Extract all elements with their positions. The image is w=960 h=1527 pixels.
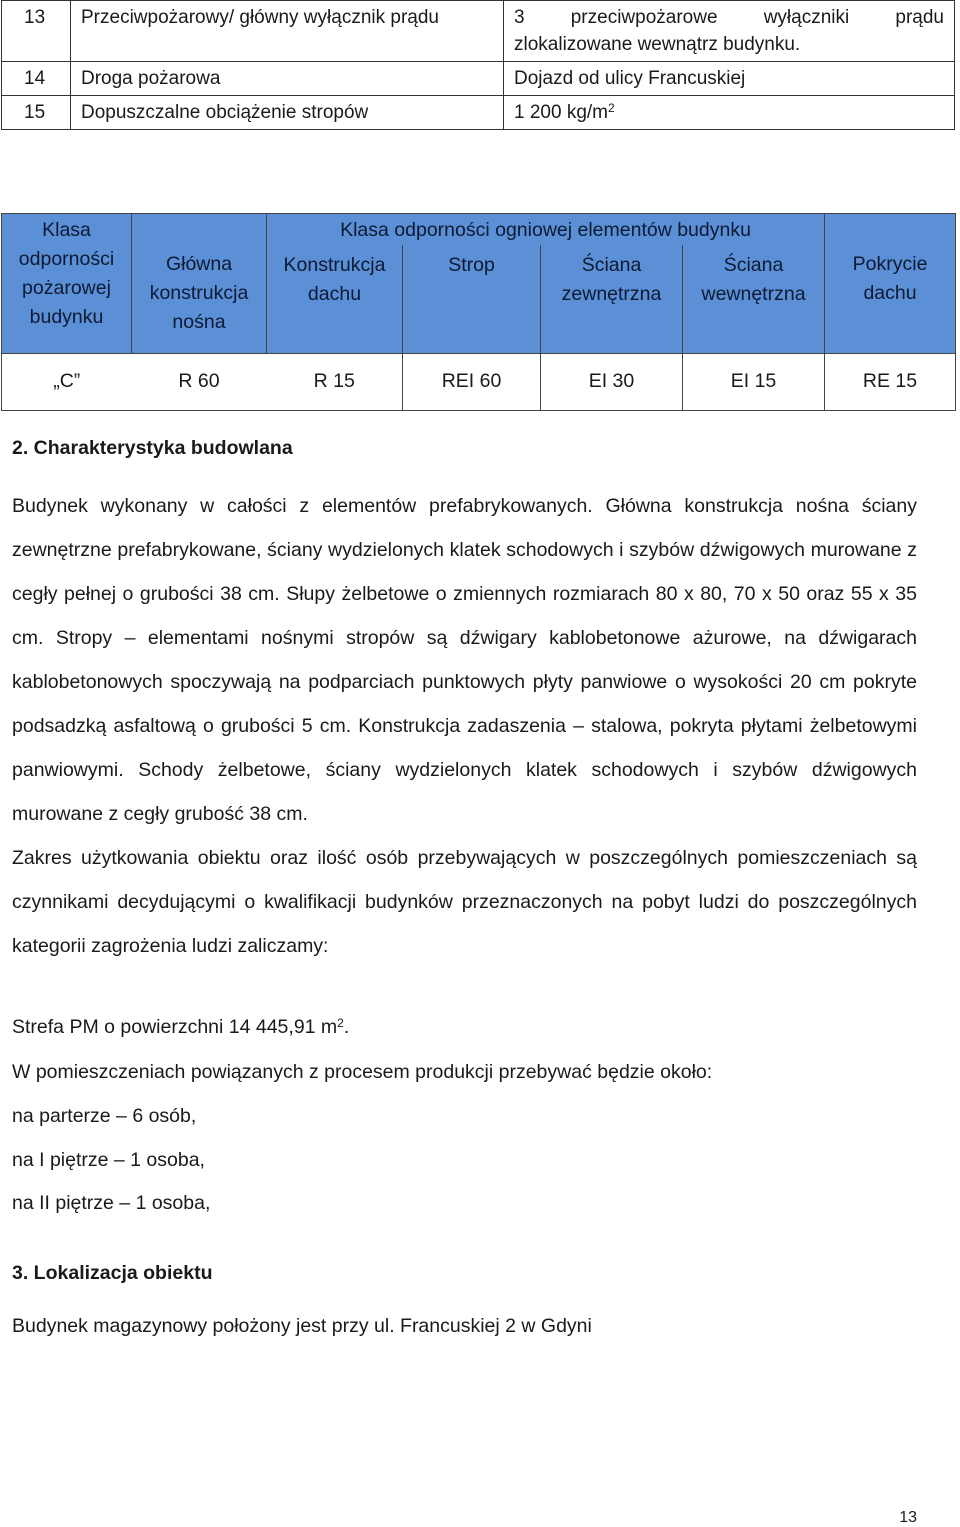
- section3-heading: 3. Lokalizacja obiektu: [12, 1262, 213, 1284]
- section2-heading: 2. Charakterystyka budowlana: [12, 437, 293, 459]
- section2-body: [12, 484, 917, 968]
- row-number: 14: [2, 62, 71, 96]
- table-row: [2, 62, 955, 96]
- row-description: Droga pożarowa: [71, 62, 504, 96]
- load-unit-exponent: 2: [608, 101, 615, 115]
- row-value-line1: 3 przeciwpożarowe wyłączniki prądu: [514, 7, 944, 28]
- header-external-wall: Ściana zewnętrzna: [541, 245, 683, 353]
- info-table: [1, 0, 955, 130]
- row-value: [504, 1, 955, 62]
- paragraph: Budynek wykonany w całości z elementów prefabrykowanych. Główna konstrukcja nośna ściany zewnętrzne prefabrykowane, ściany wydzielonych klatek schodowych i szybów dźwigowych murowane z cegły pełnej o grubości 38 cm. Słupy żelbetowe o zmiennych rozmiarach 80 x 80, 70 x 50 oraz 55 x 35 cm. Stropy – elementami nośnymi stropów są dźwigary kablobetonowe ażurowe, na dźwigarach kablobetonowych spoczywają na podparciach punktowych płyty panwiowe o wysokości 20 cm pokryte podsadzką asfaltową o grubości 5 cm. Konstrukcja zadaszenia – stalowa, pokryta płytami żelbetowymi panwiowymi. Schody żelbetowe, ściany wydzielonych klatek schodowych i szybów dźwigowych murowane z cegły grubość 38 cm.: [12, 495, 917, 825]
- cell-fire-class: „C”: [2, 353, 132, 411]
- header-fire-class: Klasa odporności pożarowej budynku: [2, 214, 132, 354]
- floor-ground: na parterze – 6 osób,: [12, 1105, 197, 1127]
- header-ceiling: Strop: [403, 245, 541, 353]
- row-description: Przeciwpożarowy/ główny wyłącznik prądu: [71, 1, 504, 62]
- row-value: Dojazd od ulicy Francuskiej: [504, 62, 955, 96]
- load-value: 1 200 kg/m: [514, 102, 608, 123]
- header-internal-wall: Ściana wewnętrzna: [683, 245, 825, 353]
- row-description: Dopuszczalne obciążenie stropów: [71, 96, 504, 130]
- row-number: 15: [2, 96, 71, 130]
- floor-second: na II piętrze – 1 osoba,: [12, 1192, 211, 1214]
- cell-internal-wall: EI 15: [683, 353, 825, 411]
- cell-roof-cover: RE 15: [825, 353, 956, 411]
- zone-area-text: Strefa PM o powierzchni 14 445,91 m: [12, 1016, 338, 1038]
- table-header-row: [2, 214, 956, 246]
- cell-external-wall: EI 30: [541, 353, 683, 411]
- row-number: 13: [2, 1, 71, 62]
- paragraph: Zakres użytkowania obiektu oraz ilość osób przebywających w poszczególnych pomieszczeniach są czynnikami decydującymi o kwalifikacji budynków przeznaczonych na pobyt ludzi do poszczególnych kategorii zagrożenia ludzi zaliczamy:: [12, 847, 917, 957]
- header-roof-structure: Konstrukcja dachu: [267, 245, 403, 353]
- cell-roof-structure: R 15: [267, 353, 403, 411]
- row-value: [504, 96, 955, 130]
- table-row: [2, 96, 955, 130]
- location-text: Budynek magazynowy położony jest przy ul. Francuskiej 2 w Gdyni: [12, 1315, 592, 1337]
- header-roof-cover: Pokrycie dachu: [825, 214, 956, 354]
- zone-area-end: .: [343, 1016, 350, 1038]
- header-main-structure: Główna konstrukcja nośna: [132, 214, 267, 354]
- zone-area-exponent: 2: [337, 1016, 344, 1030]
- cell-main-structure: R 60: [132, 353, 267, 411]
- fire-resistance-table: [1, 213, 956, 411]
- row-value-line2: zlokalizowane wewnątrz budynku.: [514, 34, 801, 55]
- floor-first: na I piętrze – 1 osoba,: [12, 1149, 205, 1171]
- cell-ceiling: REI 60: [403, 353, 541, 411]
- table-row: [2, 1, 955, 62]
- zone-area-line: [12, 1016, 349, 1039]
- header-elements-class: Klasa odporności ogniowej elementów budynku: [267, 214, 825, 246]
- people-intro: W pomieszczeniach powiązanych z procesem produkcji przebywać będzie około:: [12, 1061, 713, 1083]
- page-number: 13: [899, 1509, 917, 1526]
- table-row: [2, 353, 956, 411]
